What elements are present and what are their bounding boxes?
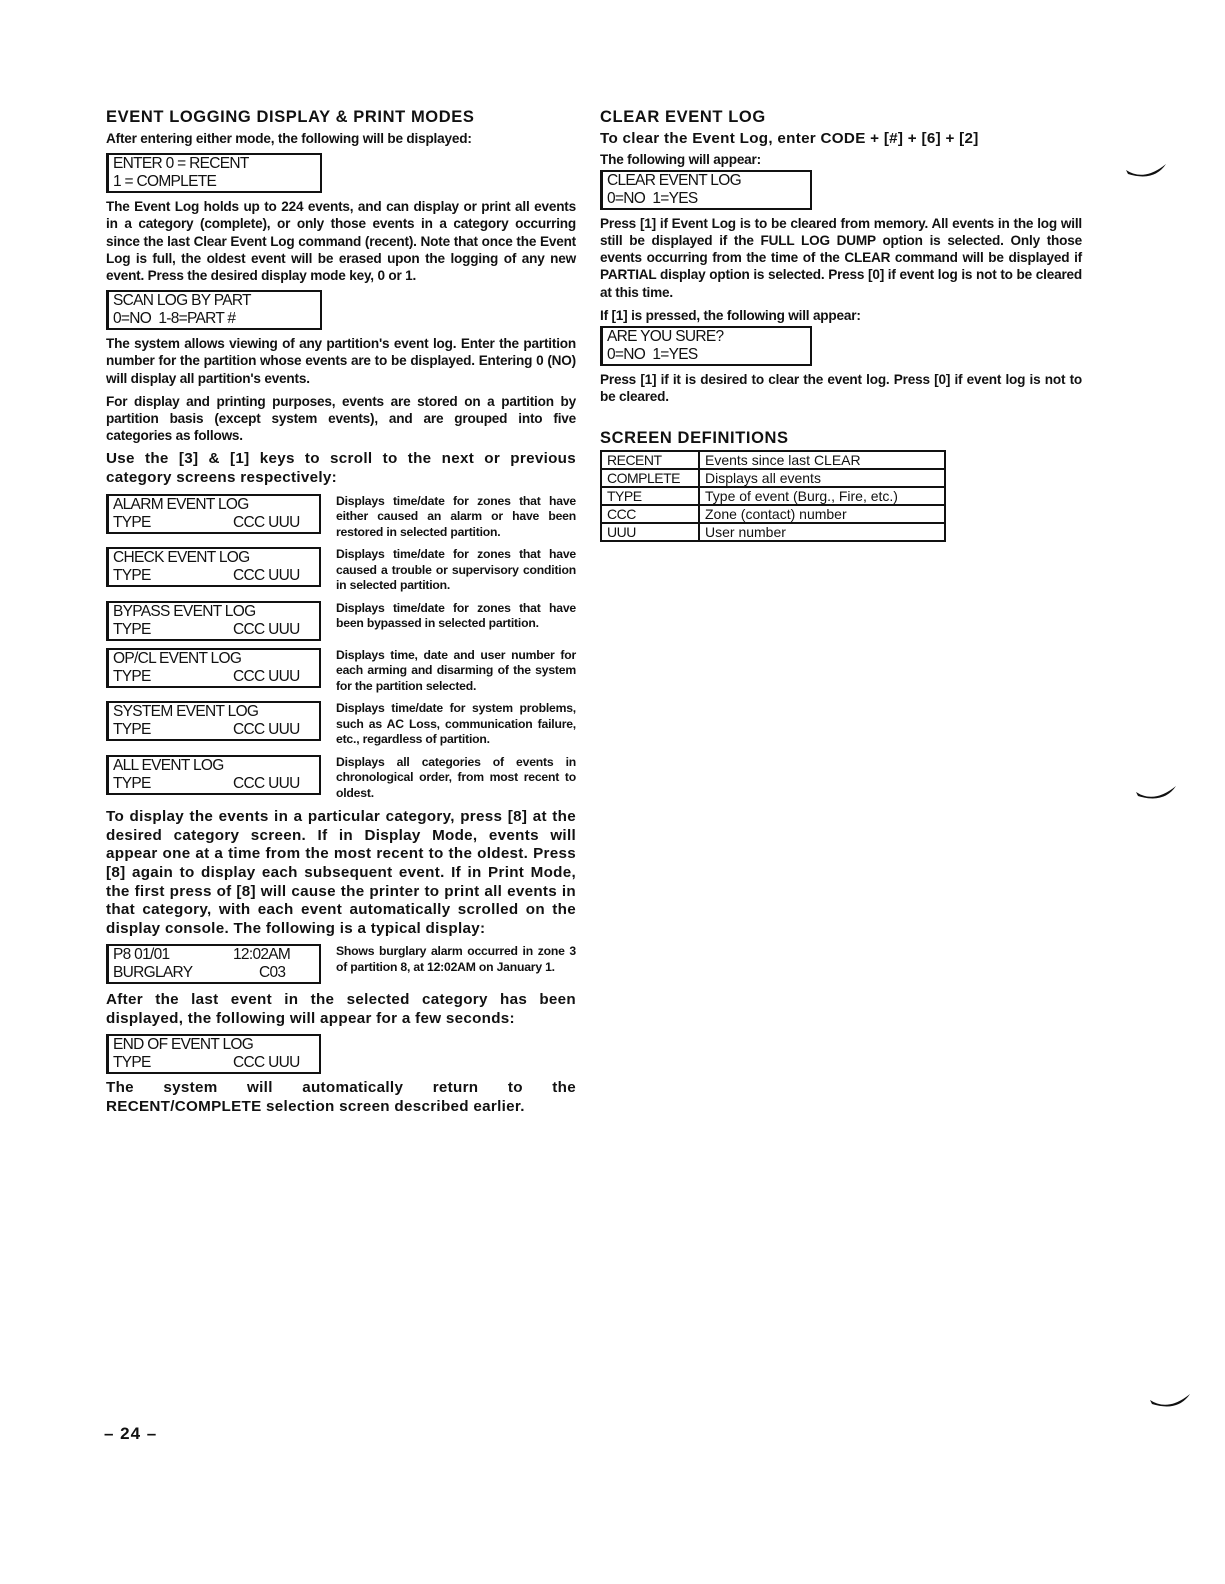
- display-code: CCC UUU: [233, 513, 300, 531]
- display-code: CCC UUU: [233, 667, 300, 685]
- definition-text: Events since last CLEAR: [699, 451, 945, 469]
- binder-mark-icon: [1148, 1390, 1192, 1414]
- table-row: [601, 451, 945, 469]
- category-description: Displays all categories of events in chronological order, from most recent to oldest.: [336, 754, 576, 800]
- display-line: OP/CL EVENT LOG: [113, 649, 242, 667]
- paragraph-categories: For display and printing purposes, events are stored on a partition by partition basis (except system events), and are grouped into five categories as follows.: [106, 393, 576, 444]
- table-row: [601, 469, 945, 487]
- follow-text: The following will appear:: [600, 151, 761, 167]
- display-zone: C03: [259, 964, 286, 982]
- paragraph-last-event: After the last event in the selected category has been displayed, the following will appear for a few seconds:: [106, 991, 576, 1027]
- paragraph-clear-explanation: Press [1] if Event Log is to be cleared from memory. All events in the log will still be displayed if the FULL LOG DUMP option is selected. Only those events occurring from the time of the CLEAR command will be displayed if PARTIAL display option is selected. Press [0] if event log is not to be cleared at this time.: [600, 215, 1082, 300]
- category-description: Displays time/date for zones that have either caused an alarm or have been restored in selected partition.: [336, 493, 576, 539]
- display-code: CCC UUU: [233, 774, 300, 792]
- right-column: [600, 108, 1082, 542]
- clear-instruction: To clear the Event Log, enter CODE + [#] + [6] + [2]: [600, 130, 979, 147]
- display-type: TYPE: [113, 721, 151, 739]
- paragraph-return: The system will automatically return to the RECENT/COMPLETE selection screen described earlier.: [106, 1079, 576, 1116]
- display-line: 0=NO 1=YES: [607, 346, 698, 364]
- category-description: Displays time/date for zones that have been bypassed in selected partition.: [336, 600, 576, 631]
- display-scan-log: [106, 290, 322, 330]
- display-line: SCAN LOG BY PART: [113, 292, 251, 310]
- display-line: END OF EVENT LOG: [113, 1036, 254, 1054]
- table-row: [601, 487, 945, 505]
- paragraph-confirm: Press [1] if it is desired to clear the event log. Press [0] if event log is not to be cleared.: [600, 372, 1082, 405]
- display-partition-date: P8 01/01: [113, 946, 170, 964]
- display-line: ARE YOU SURE?: [607, 328, 724, 346]
- paragraph-partition-view: The system allows viewing of any partition's event log. Enter the partition number for the partition whose events are to be displayed. Entering 0 (NO) will display all partition's events.: [106, 336, 576, 386]
- display-line: ENTER 0 = RECENT: [113, 155, 249, 173]
- display-line: ALL EVENT LOG: [113, 756, 224, 774]
- section-heading-event-logging: EVENT LOGGING DISPLAY & PRINT MODES: [106, 108, 475, 126]
- section-heading-screen-definitions: SCREEN DEFINITIONS: [600, 429, 789, 448]
- display-type: TYPE: [113, 567, 151, 585]
- category-opcl: [106, 648, 576, 695]
- category-alarm: [106, 494, 576, 541]
- paragraph-event-log-capacity: The Event Log holds up to 224 events, and can display or print all events in a category (complete), or only those events in a category occurring since the last Clear Event Log command (recent). Note that once the Event Log is full, the oldest event will be erased upon the logging of any new event. Press the desired display mode key, 0 or 1.: [106, 199, 576, 284]
- definition-term: UUU: [601, 523, 699, 541]
- display-line: CHECK EVENT LOG: [113, 549, 250, 567]
- definition-term: CCC: [601, 505, 699, 523]
- display-line: SYSTEM EVENT LOG: [113, 703, 259, 721]
- display-recent-complete: [106, 153, 322, 193]
- paragraph-if-pressed: If [1] is pressed, the following will appear:: [600, 307, 861, 323]
- display-line: 1 = COMPLETE: [113, 173, 217, 191]
- category-bypass: [106, 601, 576, 641]
- display-event-type: BURGLARY: [113, 964, 193, 982]
- display-end-of-log: [106, 1034, 321, 1074]
- display-line: 0=NO 1-8=PART #: [113, 310, 236, 328]
- display-clear-log: [600, 170, 812, 210]
- display-category: [106, 547, 321, 587]
- display-type: TYPE: [113, 667, 151, 685]
- left-column: [106, 108, 576, 1123]
- table-row: [601, 505, 945, 523]
- display-type: TYPE: [113, 513, 151, 531]
- category-description: Displays time/date for zones that have caused a trouble or supervisory condition in selected partition.: [336, 547, 576, 593]
- category-description: Displays time/date for system problems, such as AC Loss, communication failure, etc., regardless of partition.: [336, 701, 576, 747]
- display-category: [106, 701, 321, 741]
- definition-text: Displays all events: [699, 469, 945, 487]
- binder-mark-icon: [1124, 160, 1168, 184]
- display-code: CCC UUU: [233, 1054, 300, 1072]
- definition-text: Type of event (Burg., Fire, etc.): [699, 487, 945, 505]
- definition-text: User number: [699, 523, 945, 541]
- display-typical: [106, 944, 321, 984]
- category-description: Displays time, date and user number for each arming and disarming of the system for the partition selected.: [336, 647, 576, 693]
- intro-text: After entering either mode, the following will be displayed:: [106, 131, 472, 146]
- display-are-you-sure: [600, 326, 812, 366]
- display-time: 12:02AM: [233, 946, 291, 964]
- display-category: [106, 755, 321, 795]
- display-line: BYPASS EVENT LOG: [113, 602, 256, 620]
- definition-text: Zone (contact) number: [699, 505, 945, 523]
- display-category: [106, 648, 321, 688]
- definition-term: RECENT: [601, 451, 699, 469]
- display-line: ALARM EVENT LOG: [113, 495, 249, 513]
- page-number: – 24 –: [104, 1424, 158, 1443]
- display-line: CLEAR EVENT LOG: [607, 171, 741, 189]
- display-code: CCC UUU: [233, 567, 300, 585]
- typical-display: [106, 944, 576, 984]
- category-system: [106, 701, 576, 748]
- paragraph-scroll-keys: Use the [3] & [1] keys to scroll to the next or previous category screens respectively:: [106, 450, 576, 487]
- display-line: 0=NO 1=YES: [607, 189, 698, 207]
- display-code: CCC UUU: [233, 620, 300, 638]
- section-heading-clear-log: CLEAR EVENT LOG: [600, 108, 766, 126]
- typical-description: Shows burglary alarm occurred in zone 3 of partition 8, at 12:02AM on January 1.: [336, 944, 576, 974]
- display-type: TYPE: [113, 1054, 151, 1072]
- definition-term: TYPE: [601, 487, 699, 505]
- display-category: [106, 601, 321, 641]
- definition-term: COMPLETE: [601, 469, 699, 487]
- display-type: TYPE: [113, 620, 151, 638]
- display-type: TYPE: [113, 774, 151, 792]
- category-all: [106, 755, 576, 802]
- display-category: [106, 494, 321, 534]
- table-row: [601, 523, 945, 541]
- binder-mark-icon: [1134, 782, 1178, 806]
- category-check: [106, 547, 576, 594]
- definitions-table: [600, 450, 946, 542]
- paragraph-display-events: To display the events in a particular category, press [8] at the desired category screen. If in Display Mode, events will appear one at a time from the most recent to the oldest. Press [8] again to display each subsequent event. If in Print Mode, the first press of [8] will cause the printer to print all events in that category, with each event automatically scrolled on the display console. The following is a typical display:: [106, 808, 576, 937]
- display-code: CCC UUU: [233, 721, 300, 739]
